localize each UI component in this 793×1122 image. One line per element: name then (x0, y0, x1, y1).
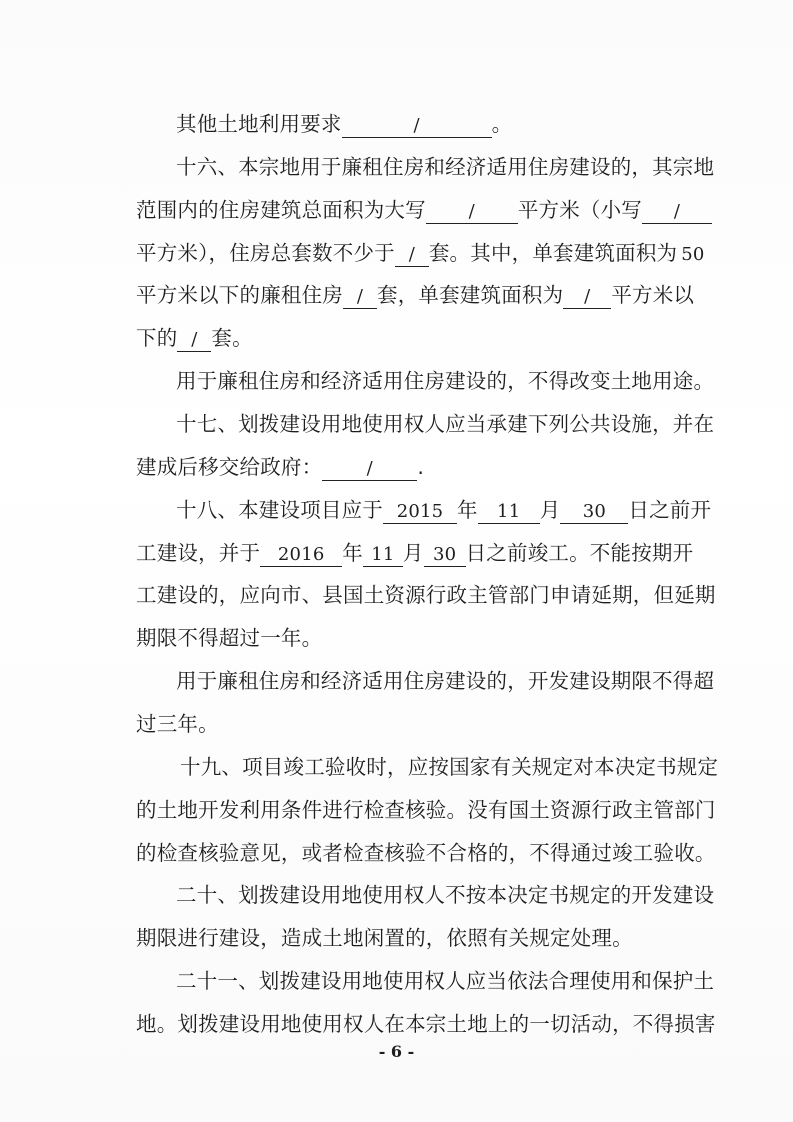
text-line-below (136, 324, 253, 352)
line-text: 平方米），住房总套数不少于 (136, 240, 395, 265)
area-threshold: 50 (681, 243, 705, 265)
line-text: 日之前竣工。不能按期开 (465, 540, 694, 565)
line-text: 过三年。 (136, 712, 219, 736)
line-text: 平方米以 (611, 283, 695, 308)
line-text: 用于廉租住房和经济适用住房建设的，开发建设期限不得超 (176, 669, 715, 694)
line-text: 月 (402, 540, 424, 565)
blank-field: / (343, 286, 377, 309)
blank-field: / (395, 244, 429, 267)
line-text: 用于廉租住房和经济适用住房建设的，不得改变土地用途。 (176, 369, 715, 394)
text-line-extension (136, 581, 716, 609)
text-line-area (136, 196, 712, 224)
line-text: 平方米（小写 (517, 197, 643, 222)
line-text: 年 (342, 540, 363, 565)
line-text: 建成后移交给政府： (136, 454, 323, 479)
line-text: 套，单套建筑面积为 (377, 283, 564, 308)
text-line-three-years (136, 710, 219, 738)
text-line-idle-land (136, 924, 633, 952)
line-text: 日之前开 (628, 497, 712, 522)
line-text: 的土地开发利用条件进行检查核验。没有国土资源行政主管部门 (136, 797, 716, 822)
text-line-clause-19 (180, 753, 718, 781)
text-line-clause-18 (176, 496, 711, 524)
line-text: 十八、本建设项目应于 (176, 497, 383, 522)
text-line-acceptance (136, 839, 716, 867)
start-day-field: 30 (560, 501, 628, 524)
line-text: 月 (539, 497, 561, 522)
line-text: 其他土地利用要求 (176, 112, 342, 136)
line-text: 。 (491, 112, 513, 136)
line-text: 二十、划拨建设用地使用权人不按本决定书规定的开发建设 (176, 883, 715, 908)
line-text: 的检查核验意见，或者检查核验不合格的，不得通过竣工验收。 (136, 840, 716, 865)
blank-field: / (563, 286, 611, 309)
line-text: 地。划拨建设用地使用权人在本宗土地上的一切活动，不得损害 (136, 1012, 716, 1036)
text-line-clause-21 (176, 967, 714, 995)
text-line-hand-over (136, 453, 424, 481)
line-text: 期限进行建设，造成土地闲置的，依照有关规定处理。 (136, 926, 633, 951)
text-line-clause-16 (176, 153, 714, 181)
line-text: 套。 (211, 326, 253, 351)
text-line-clause-17 (176, 410, 714, 438)
text-line-low-rent (136, 281, 694, 309)
line-text: 二十一、划拨建设用地使用权人应当依法合理使用和保护土 (176, 969, 715, 994)
end-day-field: 30 (424, 544, 466, 567)
text-line-no-change (176, 367, 714, 395)
page-number: - 6 - (378, 1042, 415, 1061)
line-text: 工建设，并于 (136, 540, 261, 565)
text-line-one-year (136, 624, 322, 652)
line-text: 年 (457, 497, 478, 522)
line-text: 期限不得超过一年。 (136, 626, 323, 651)
text-line-other-land-use (176, 110, 512, 138)
line-text: . (417, 454, 425, 479)
line-text: 十六、本宗地用于廉租住房和经济适用住房建设的，其宗地 (176, 154, 715, 179)
blank-field: / (322, 458, 417, 481)
line-text: 平方米以下的廉租住房 (136, 283, 343, 308)
line-text: 范围内的住房建筑总面积为大写 (136, 197, 426, 222)
text-line-completion (136, 539, 693, 567)
text-line-units (136, 239, 705, 269)
end-year-field: 2016 (260, 544, 342, 567)
text-line-activities (136, 1010, 716, 1038)
text-line-inspection (136, 796, 716, 824)
line-text: 下的 (136, 326, 178, 351)
line-text: 十七、划拨建设用地使用权人应当承建下列公共设施，并在 (176, 412, 715, 436)
blank-field: / (342, 115, 492, 138)
start-month-field: 11 (478, 501, 540, 524)
text-line-clause-20 (176, 881, 714, 909)
line-text: 十九、项目竣工验收时，应按国家有关规定对本决定书规定 (180, 754, 719, 779)
line-text: 套。其中，单套建筑面积为 (428, 240, 678, 265)
line-text: 工建设的，应向市、县国土资源行政主管部门申请延期，但延期 (136, 583, 716, 608)
blank-field: / (426, 201, 518, 224)
text-line-dev-period (176, 667, 714, 695)
end-month-field: 11 (363, 544, 403, 567)
start-year-field: 2015 (383, 501, 457, 524)
blank-field: / (177, 329, 211, 352)
blank-field: / (642, 201, 712, 224)
